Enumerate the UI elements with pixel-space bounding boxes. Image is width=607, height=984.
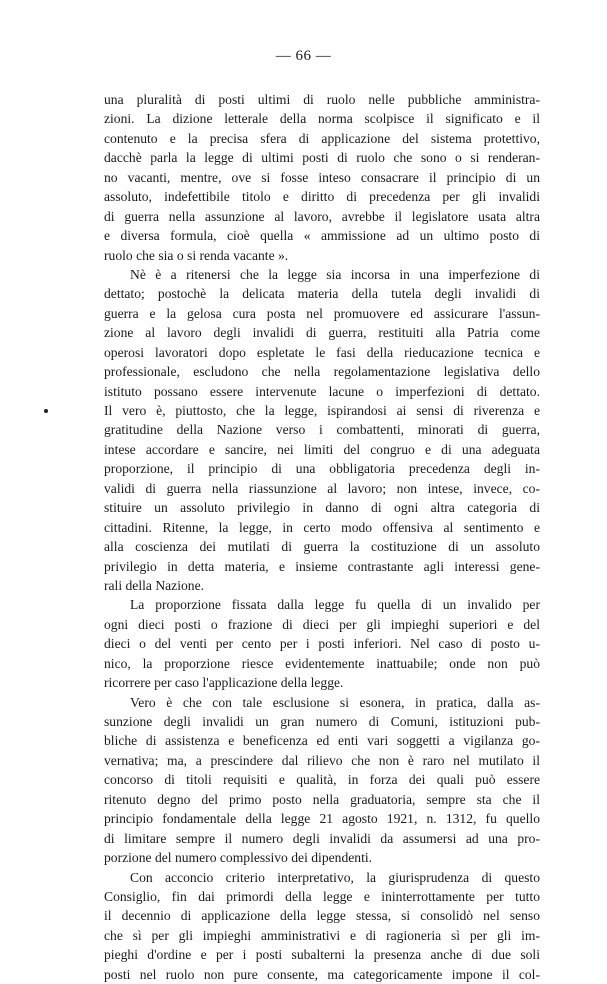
text-line: no vacanti, mentre, ove si fosse inteso consacrare il principio di un <box>104 169 540 185</box>
text-line: vernativa; ma, a prescindere dal rilievo che non è raro nel mutilato il <box>104 752 540 768</box>
text-line: zioni. La dizione letterale della norma scolpisce il significato e il <box>104 111 540 127</box>
margin-dot-mark <box>44 409 48 413</box>
text-line: e diversa formula, cioè quella « ammissione ad un ultimo posto di <box>104 228 540 244</box>
text-line: il decennio di applicazione della legge stessa, si consolidò nel senso <box>104 908 540 924</box>
text-line: rali della Nazione. <box>104 577 205 593</box>
text-line: gratitudine della Nazione verso i combattenti, minorati di guerra, <box>104 422 540 438</box>
text-line: sunzione degli invalidi un gran numero di Comuni, istituzioni pub- <box>104 714 540 729</box>
text-line: ricorrere per caso l'applicazione della legge. <box>104 675 344 691</box>
text-line: contenuto e la precisa sfera di applicazione del sistema protettivo, <box>104 130 540 146</box>
text-line: che sì per gli impieghi amministrativi e di ragioneria sì per gli im- <box>104 927 540 943</box>
text-line: dacchè parla la legge di ultimi posti di ruolo che sono o si renderan- <box>104 150 540 166</box>
text-line: di limitare sempre il numero degli invalidi da assumersi ad una pro- <box>104 830 540 846</box>
text-line: principio fondamentale della legge 21 agosto 1921, n. 1312, fu quello <box>104 811 540 827</box>
text-line: intese accordare e sancire, nei limiti del congruo e di una adeguata <box>104 441 540 457</box>
text-line: alla coscienza dei mutilati di guerra la costituzione di un assoluto <box>104 539 540 555</box>
text-line: cittadini. Ritenne, la legge, in certo modo offensiva al sentimento e <box>104 519 540 535</box>
text-line: Nè è a ritenersi che la legge sia incorsa in una imperfezione di <box>130 266 540 282</box>
text-line: Il vero è, piuttosto, che la legge, ispirandosi ai sensi di riverenza e <box>104 403 540 418</box>
text-line: pieghi d'ordine e per i posti subalterni la presenza anche di due soli <box>104 947 540 963</box>
text-line: Consiglio, fin dai primordi della legge e ininterrottamente per tutto <box>104 888 540 904</box>
text-line: istituto possano essere intervenute lacune o imperfezioni di dettato. <box>104 383 540 399</box>
text-line: proporzione, il principio di una obbligatoria precedenza degli in- <box>104 461 540 477</box>
text-line: La proporzione fissata dalla legge fu quella di un invalido per <box>130 597 540 613</box>
text-line: concorso di titoli requisiti e qualità, in forza dei quali può essere <box>104 772 540 788</box>
text-line: professionale, escludono che nella regolamentazione legislativa dello <box>104 364 540 380</box>
text-line: assoluto, indefettibile titolo e diritto di precedenza per gli invalidi <box>104 189 540 205</box>
text-line: nico, la proporzione riesce evidentemente inattuabile; onde non può <box>104 655 540 671</box>
text-line: ritenuto degno del primo posto nella graduatoria, sempre sta che il <box>104 791 540 807</box>
text-line: Con acconcio criterio interpretativo, la giurisprudenza di questo <box>130 869 540 885</box>
text-line: validi di guerra nella riassunzione al lavoro; non intese, invece, co- <box>104 480 540 496</box>
text-line: ogni dieci posti o frazione di dieci per gli impieghi superiori e del <box>104 616 540 632</box>
text-line: porzione del numero complessivo dei dipendenti. <box>104 850 373 866</box>
page-number: — 66 — <box>275 48 332 64</box>
text-line: di guerra nella assunzione al lavoro, avrebbe il legislatore usata altra <box>104 208 540 224</box>
text-line: guerra e la gelosa cura posta nel promuovere ed assicurare l'assun- <box>104 305 540 321</box>
text-line: operosi lavoratori dopo espletate le fasi della rieducazione tecnica e <box>104 344 540 360</box>
text-line: privilegio in detta materia, e insieme contrastante agli interessi gene- <box>104 558 540 574</box>
text-line: bliche di assistenza e beneficenza ed enti vari soggetti a vigilanza go- <box>104 733 540 749</box>
text-line: ruolo che sia o si renda vacante ». <box>104 247 289 263</box>
body-text <box>104 90 540 984</box>
text-line: Vero è che con tale esclusione si esonera, in pratica, dalla as- <box>130 694 540 710</box>
text-line: dieci o del venti per cento per i posti inferiori. Nel caso di posto u- <box>104 636 540 652</box>
text-line: posti nel ruolo non pure consente, ma categoricamente impone il col- <box>104 966 540 982</box>
text-line: stituire un assoluto privilegio in danno di ogni altra categoria di <box>104 500 540 516</box>
text-line: una pluralità di posti ultimi di ruolo nelle pubbliche amministra- <box>104 92 540 107</box>
text-line: zione al lavoro degli invalidi di guerra, restituiti alla Patria come <box>104 325 540 341</box>
text-line: dettato; postochè la delicata materia della tutela degli invalidi di <box>104 286 540 302</box>
